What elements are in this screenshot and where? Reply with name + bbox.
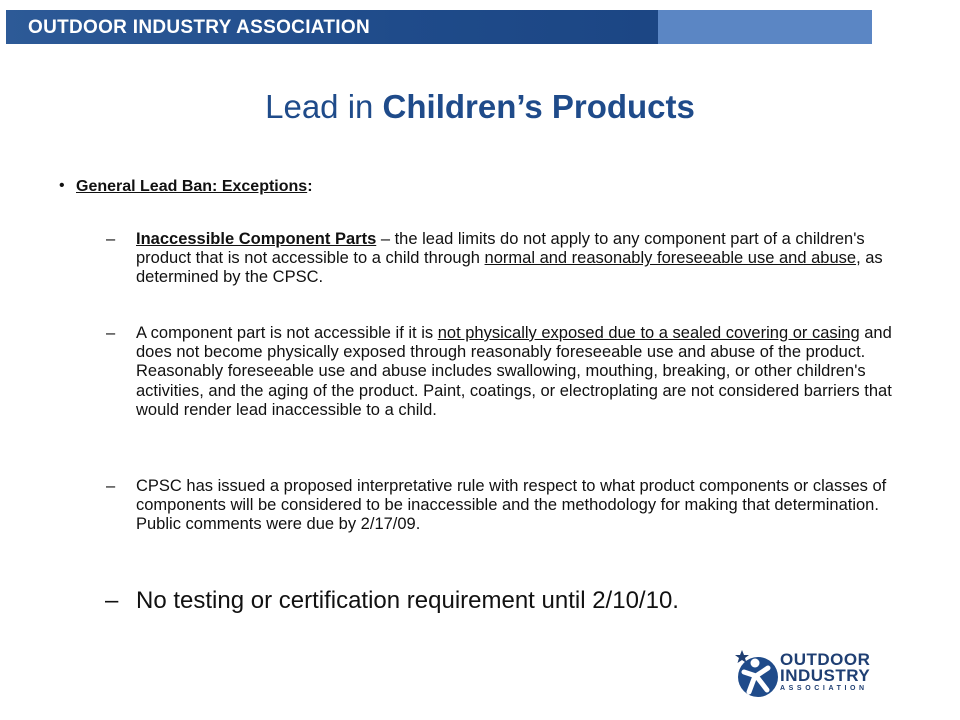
term-not-exposed: not physically exposed due to a sealed covering or casing — [437, 324, 860, 342]
bullet-heading: General Lead Ban: Exceptions — [76, 178, 308, 195]
term-inaccessible-parts: Inaccessible Component Parts — [136, 230, 377, 248]
logo-line-2: INDUSTRY — [780, 666, 871, 685]
logo-wordmark — [780, 652, 870, 694]
sub-item-not-accessible — [106, 324, 898, 420]
banner-title: OUTDOOR INDUSTRY ASSOCIATION — [28, 17, 370, 38]
person-star-logo-icon — [734, 648, 780, 700]
bullet-heading-row — [59, 177, 313, 196]
text: No testing or certification requirement until 2/10/10. — [136, 587, 679, 614]
slide-title — [0, 88, 960, 126]
dash: – — [105, 587, 119, 614]
title-regular: Lead in — [265, 88, 374, 125]
sub-item-cpsc-rule — [106, 477, 898, 535]
bullet-colon: : — [307, 178, 313, 195]
text: CPSC has issued a proposed interpretative rule with respect to what product components or classes of components will be considered to be inaccessible and the methodology for making that determination. Public comments were due by 2/17/09. — [136, 477, 887, 534]
title-bold: Children’s Products — [382, 88, 695, 125]
text: A component part is not accessible if it is — [136, 324, 438, 342]
term-normal-use: normal and reasonably foreseeable use and abuse — [484, 249, 857, 268]
dash: – — [106, 477, 116, 495]
logo-line-3: ASSOCIATION — [780, 685, 868, 692]
header-banner — [6, 10, 872, 44]
banner-accent-bar — [658, 10, 872, 44]
footer-logo — [734, 648, 884, 700]
logo-line-1: OUTDOOR — [780, 650, 871, 669]
sub-item-inaccessible-parts — [106, 230, 898, 288]
sub-item-no-testing — [105, 587, 898, 615]
text: – the lead limits do not apply to any component part of a children's product that is not accessible to a child through — [136, 230, 865, 268]
bullet-dot: • — [59, 177, 65, 194]
dash: – — [106, 230, 116, 248]
text: , as determined by the CPSC. — [136, 249, 883, 287]
dash: – — [106, 324, 116, 342]
text: and does not become physically exposed through reasonably foreseeable use and abuse of the product. Reasonably foreseeable use and abuse includes swallowing, mouthing, breaking, or other children's activities, and the aging of the product. Paint, coatings, or electroplating are not considered barriers that would render lead inaccessible to a child. — [136, 324, 892, 419]
